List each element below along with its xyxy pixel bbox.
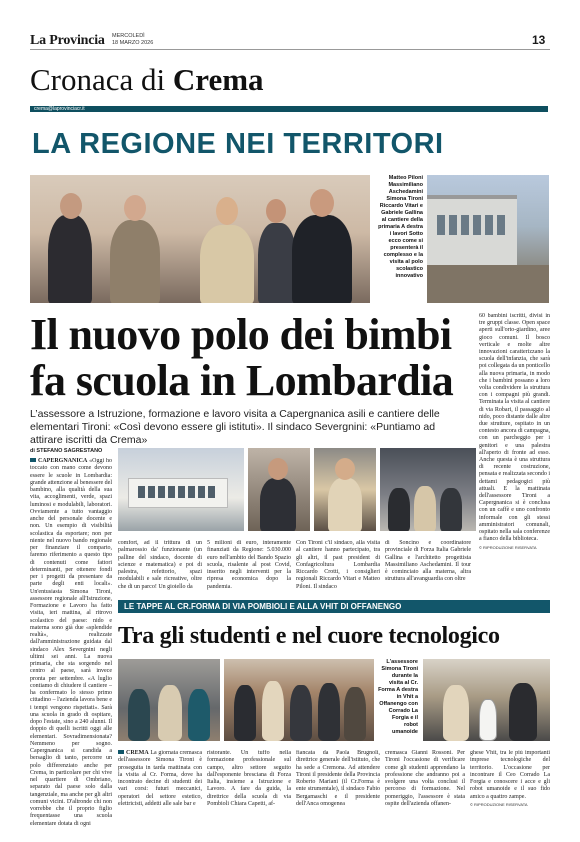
story1-column3: 5 milioni di euro, interamente finanziati da Regione: 5.030.000 euro nell'ambito del Bando Spazio scuola, risalente al post Covid, inserito negli interventi per la ripresa economica dopo la pandemia. — [207, 540, 291, 590]
photo-crforma-group — [224, 659, 374, 741]
story2-column4: cremasca Gianni Rossoni. Per Tironi l'occasione di verificare come gli studenti apprendano la professione che andranno poi a svolgere una volta conclusi il percorso di formazione. Nel pomeriggio, l'assessore è stata ospite dell'azienda offanen- — [385, 750, 465, 807]
masthead-rule — [30, 30, 550, 50]
photo-visit-3 — [314, 448, 376, 531]
story2-band-text: LE TAPPE AL CR.FORMA DI VIA POMBIOLI E ALLA VHIT DI OFFANENGO — [124, 602, 402, 611]
section-city: Crema — [172, 62, 264, 97]
dateline-marker-2 — [118, 750, 124, 754]
story2-column1-text: La giornata cremasca dell'assessore Simona Tironi è proseguita in tarda mattinata con la visita al Cr. Forma, dove ha incontrato decine di studenti dei vari corsi: futuri meccanici, operatori del settore estetico, elettricisti, addetti alle sale bar e — [118, 750, 202, 807]
story1-dateline: CAPERGNANICA — [38, 458, 88, 464]
story1-signoff: © RIPRODUZIONE RISERVATA — [479, 544, 537, 550]
newspaper-logo: La Provincia — [30, 33, 105, 48]
headline-line1: Il nuovo polo dei bimbi — [30, 310, 452, 359]
photo-caption-story1: Matteo Piloni Massimiliano Aschedamini Simona Tironi Riccardo Vitari e Gabriele Gallina al cantiere della primaria A destra i lavori Sotto ecco come si presenterà il complesso e la visita al polo scolastico innovativo — [378, 175, 423, 279]
story1-byline: di STEFANO SAGRESTANO — [30, 448, 103, 454]
story1-column2: comfort, ad il trittura di un palmarossio da' funzionante (un palline del sindaco, docente di scienze e matematica) e poi di palestra, refettorio, spazi modulabili e sale ricreative, oltre che di un parco! Un gioiello da — [118, 540, 202, 590]
page-number: 13 — [532, 33, 546, 47]
photo-school-building — [427, 175, 549, 303]
story1-right-text: 60 bambini iscritti, divisi in tre gruppi classe. Open space aperti sull'orto-giardino, aree gioco comuni. Il bosco verticale e molte altre innovazioni caratterizzano la scuola dell'infanzia, che sarà poi collegata da un ponticello alla nuova primaria, in modo che i bambini possano a loro volta condividere la struttura con i compagni più grandi. Terminata la visita al cantiere di via Robari, il passaggio al nido, poco distante dalle altre due strutture, ospitato in un contesto ancora di campagna, con un parcheggio per i genitori e una palestra all'aperto di fronte ad esso. Anche questa è una struttura di recente costruzione, pensata e realizzata secondo i dettami pedagogici più attuali. E la mattinata dell'assessore Tironi a Capergnanica si è conclusa con un caffè e uno confronto informale con gli stessi amministratori comunali, ospitato nella sala conferenze a fianco della biblioteca. — [479, 313, 550, 543]
section-title — [30, 62, 264, 98]
issue-date-text: 18 MARZO 2026 — [112, 40, 154, 46]
story2-headline: Tra gli studenti e nel cuore tecnologico — [118, 623, 500, 649]
story1-column5: di Soncino e coordinatore provinciale di Forza Italia Gabriele Gallina e l'architetto progettista Massimiliano Aschedamini. Il tour è cominciato alla materna, altra struttura all'avanguardia con oltre — [385, 540, 471, 583]
page-kicker: LA REGIONE NEI TERRITORI — [32, 128, 444, 160]
story1-column1 — [30, 458, 112, 828]
photo-visit-4 — [380, 448, 476, 531]
section-rule — [30, 106, 548, 112]
photo-school-render — [118, 448, 244, 531]
photo-vhit-robot — [423, 659, 550, 741]
dateline-marker — [30, 458, 36, 462]
section-prefix: Cronaca di — [30, 62, 166, 97]
issue-day: MERCOLEDÌ — [112, 33, 145, 39]
photo-construction-visit — [30, 175, 370, 303]
headline-line2: fa scuola in Lombardia — [30, 356, 454, 405]
story2-signoff: © RIPRODUZIONE RISERVATA — [470, 801, 528, 807]
photo-crforma-students — [118, 659, 220, 741]
story1-column1-text: «Oggi ho toccato con mano come devono essere le scuole in Lombardia: grande attenzione al benessere del bambino, alla qualità della sua vita, accoglimenti, verde, spazi luminosi e modulabili, laboratori. Ovviamente a tutto vantaggio anche del personale docente e non. Un esempio di visibilità scolastica da esportare; non per niente nel nuovo bando regionale per finanziare il comparto, faremo riferimento a questo tipo di contenuti come fattori determinanti, per ottenere fondi per i progetti da presentare da parte degli enti locali». Un'entusiasta Simona Tironi, assessore regionale all'Istruzione, Formazione e Lavoro ha fatto visita, ieri mattina, al ritrovo scolastico del paese: nido e materna sono già due «splendide realtà», realizzate dall'amministrazione guidata dal sindaco Alex Severgnini negli ultimi sei anni. La nuova primaria, che sta sorgendo nel centro al paese, sarà invece pronta per settembre. «A luglio contiamo di chiudere il cantiere – ha confermato lo stesso primo cittadino – l'azienda lavora bene e i tempi vengono rispettati». Sarà una scuola in grado di ospitare, dopo l'estate, sino a 240 alunni. Il doppio di quelli iscritti oggi alle elementari. Sovradimensionata? Nemmeno per sogno. Capergnanica si candida a bersaglio di tanto, percorre un polo differenziato anche per Crema, in particolare per chi vive nel quartiere di Ombriano, separato dal paese solo dalla tangenziale, ma anche per gli altri comuni vicini. D'altronde chi non vorrebbe che il proprio figlio frequentasse una scuola elementare dotata di ogni — [30, 458, 112, 827]
issue-date — [112, 33, 153, 47]
story2-column1 — [118, 750, 202, 808]
story2-column2: ristorante. Un tuffo nella formazione professionale sul campo, altro settore seguito dall'esponente bresciana di Forza Italia, insieme a Istruzione e Lavoro. A fare da guida, la direttrice della scuola di via Pombioli Chiara Capetti, af- — [207, 750, 291, 807]
photo-visit-2 — [248, 448, 310, 531]
section-email: crema@laprovinciacr.it — [34, 106, 85, 112]
photo-caption-story2: L'assessore Simona Tironi durante la visita al Cr. Forma A destra in Vhit a Offanengo con Corrado La Forgia e il robot umanoide — [378, 659, 418, 735]
story2-column5 — [470, 750, 550, 808]
story1-subhead: L’assessore a Istruzione, formazione e lavoro visita a Capergnanica asili e cantiere delle elementari Tironi: «Così devono essere gli istituti». Il sindaco Severgnini: «Puntiamo ad attirare iscritti da Crema» — [30, 408, 440, 446]
story1-column4: Con Tironi c'il sindaco, alla visita al cantiere hanno partecipato, tra gli altri, il past president di Confagricoltura Lombardia Riccardo Crotti, i consiglieri regionali Riccardo Vitari e Matteo Piloni. Il sindaco — [296, 540, 380, 590]
story1-headline — [30, 312, 470, 404]
story1-right-column — [479, 313, 550, 551]
story2-dateline: CREMA — [126, 750, 149, 756]
story2-column5-text: ghese Vhit, tra le più importanti imprese tecnologiche del territorio. L'occasione per incontrare il Ceo Corrado La Forgia e conoscere i acce e gli robot umanoide e il suo fido amico a quattro zampe. — [470, 750, 550, 800]
story2-column3: fiancata da Paola Brugnoli, direttrice generale dell'istituto, che ha sede a Cremona. Ad attendere Tironi il presidente della Provincia Roberto Mariani (il Cr.Forma è ente strumentale), il sindaco Fabio Bergamaschi e il presidente dell'Anca omogenea — [296, 750, 380, 807]
